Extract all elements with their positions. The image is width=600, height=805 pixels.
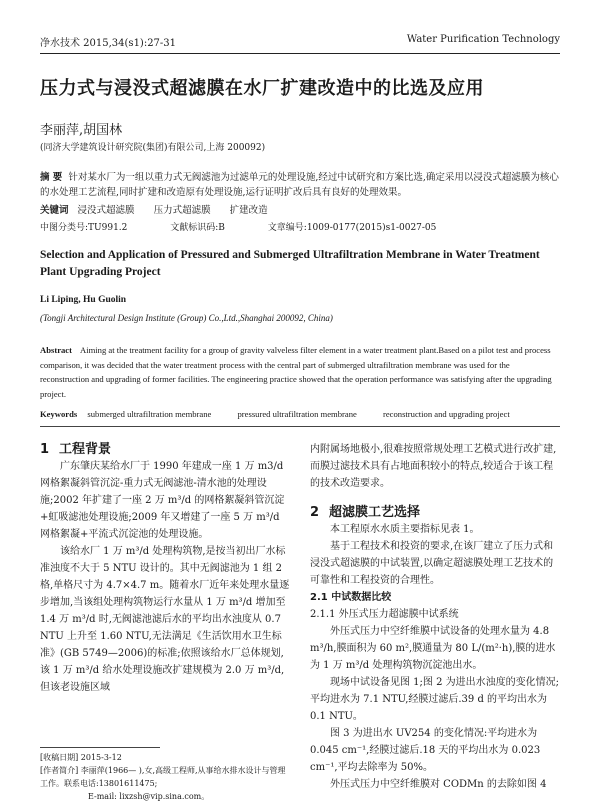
subsubsection-heading: 2.1.1 外压式压力超滤膜中试系统 (310, 609, 459, 620)
english-authors: Li Liping, Hu Guolin (40, 295, 127, 305)
abstract-cn (40, 170, 560, 200)
paragraph: 内附属场地极小,很难按照常规处理工艺模式进行改扩建,而膜过滤技术具有占地面积较小的特点,较适合于该工程的技术改造要求。 (310, 444, 557, 489)
classification-line (40, 220, 560, 233)
authors: 李丽萍,胡国林 (40, 123, 123, 138)
abstract-divider (40, 426, 560, 427)
section-heading (310, 504, 560, 521)
keyword-en: pressured ultrafiltration membrane (237, 409, 357, 419)
paragraph: 图 3 为进出水 UV254 的变化情况:平均进水为 0.045 cm⁻¹,经膜过滤后.18 天的平均出水为 0.023 cm⁻¹,平均去除率为 50%。 (310, 728, 541, 773)
abstract-label: 摘 要 (40, 172, 63, 183)
article-number: 文章编号:1009-0177(2015)s1-0027-05 (267, 223, 437, 233)
keyword: 浸没式超滤膜 (77, 205, 135, 216)
section-title: 工程背景 (59, 442, 112, 457)
section-number: 2 (310, 505, 320, 520)
section-title: 超滤膜工艺选择 (329, 505, 421, 520)
abstract-en (40, 343, 560, 401)
section-number: 1 (40, 442, 50, 457)
keywords-en-label: Keywords (40, 409, 78, 419)
paragraph: 该给水厂 1 万 m³/d 处理构筑物,是按当初出厂水标准浊度不大于 5 NTU 设计的。其中无阀滤池为 1 组 2 格,单格尺寸为 4.7×4.7 m。随着水厂近年来处理水量逐步增加,当该组处理构筑物运行水量从 1 万 m³/d 增加至 1.4 万 m³/d 时,无阀滤池滤后水的平均出水浊度从 0.7 NTU 上升至 1.60 NTU,无法满足《生活饮用水卫生标准》(GB 5749—2006)的标准;依照该给水厂总体规划,该 1 万 m³/d 给水处理设施改扩建规模为 2.0 万 m³/d,但该老设施区域 (40, 546, 290, 693)
abstract-en-label: Abstract (40, 345, 72, 355)
keyword: 扩建改造 (229, 205, 268, 216)
paragraph: 广东肇庆某给水厂于 1990 年建成一座 1 万 m3/d 网格絮凝斜管沉淀-重力式无阀滤池-清水池的处理设施;2002 年扩建了一座 2 万 m³/d 的网格絮凝斜管沉淀+虹吸滤池处理设施;2009 年又增建了一座 5 万 m³/d 网格絮凝+平流式沉淀池的处理设施。 (40, 461, 285, 540)
keyword-en: reconstruction and upgrading project (382, 409, 510, 419)
paragraph: 外压式压力中空纤维膜中试设备的处理水量为 4.8 m³/h,膜面积为 60 m²,膜通量为 80 L/(m²·h),膜的进水为 1 万 m³/d 处理构筑物沉淀池出水。 (310, 626, 556, 671)
keywords-label: 关键词 (40, 205, 69, 216)
keywords-cn (40, 202, 560, 216)
keywords-en (40, 409, 560, 419)
paragraph: 外压式压力中空纤维膜对 CODMn 的去除如图 4 (330, 779, 547, 790)
english-title: Selection and Application of Pressured and Submerged Ultrafiltration Membrane in Water Treatment Plant Upgrading Project (40, 249, 540, 278)
journal-name-en: Water Purification Technology (406, 34, 560, 45)
affiliation: (同济大学建筑设计研究院(集团)有限公司,上海 200092) (40, 143, 266, 153)
paragraph: 基于工程技术和投资的要求,在该厂建立了压力式和浸没式超滤膜的中试装置,以确定超滤膜处理工艺技术的可靠性和工程投资的合理性。 (310, 541, 554, 586)
keyword-en: submerged ultrafiltration membrane (87, 409, 212, 419)
abstract-en-text: Aiming at the treatment facility for a group of gravity valveless filter element in a water treatment plant.Based on a pilot test and process comparison, it was decided that the water treatment process with the central part of submerged ultrafiltration membrane was used for the reconstruction and upgrading of former facilities. The engineering practice showed that the operation performance was satisfying after the upgrading project. (40, 345, 552, 399)
author-info: [作者简介] 李丽萍(1966— ),女,高级工程师,从事给水排水设计与管理工作。联系电话:13801611475; (40, 766, 286, 788)
header-divider (40, 53, 560, 54)
author-email: E-mail: lixzsh@vip.sina.com。 (88, 792, 210, 801)
section-heading (40, 441, 290, 458)
subsection-heading: 2.1 中试数据比较 (310, 592, 392, 603)
running-header (40, 34, 560, 50)
keyword: 压力式超滤膜 (153, 205, 211, 216)
footnote-rule (40, 747, 160, 748)
paragraph: 现场中试设备见图 1;图 2 为进出水浊度的变化情况;平均进水为 7.1 NTU,经膜过滤后.39 d 的平均出水为 0.1 NTU。 (310, 677, 559, 722)
journal-citation: 净水技术 2015,34(s1):27-31 (40, 38, 177, 49)
clc-number: 中图分类号:TU991.2 (40, 223, 128, 233)
footnote (40, 747, 290, 803)
paper-title: 压力式与浸没式超滤膜在水厂扩建改造中的比选及应用 (40, 78, 484, 99)
paragraph: 本工程原水水质主要指标见表 1。 (330, 524, 480, 535)
right-column (310, 441, 560, 793)
english-affiliation: (Tongji Architectural Design Institute (Group) Co.,Ltd.,Shanghai 200092, China) (40, 313, 333, 323)
document-code: 文献标识码:B (170, 223, 225, 233)
left-column (40, 441, 290, 696)
received-date: [收稿日期] 2015-3-12 (40, 753, 122, 762)
abstract-text: 针对某水厂为一组以重力式无阀滤池为过滤单元的处理设施,经过中试研究和方案比选,确定采用以浸没式超滤膜为核心的水处理工艺流程,同时扩建和改造原有处理设施,运行证明扩改后具有良好的处理效果。 (40, 172, 559, 198)
